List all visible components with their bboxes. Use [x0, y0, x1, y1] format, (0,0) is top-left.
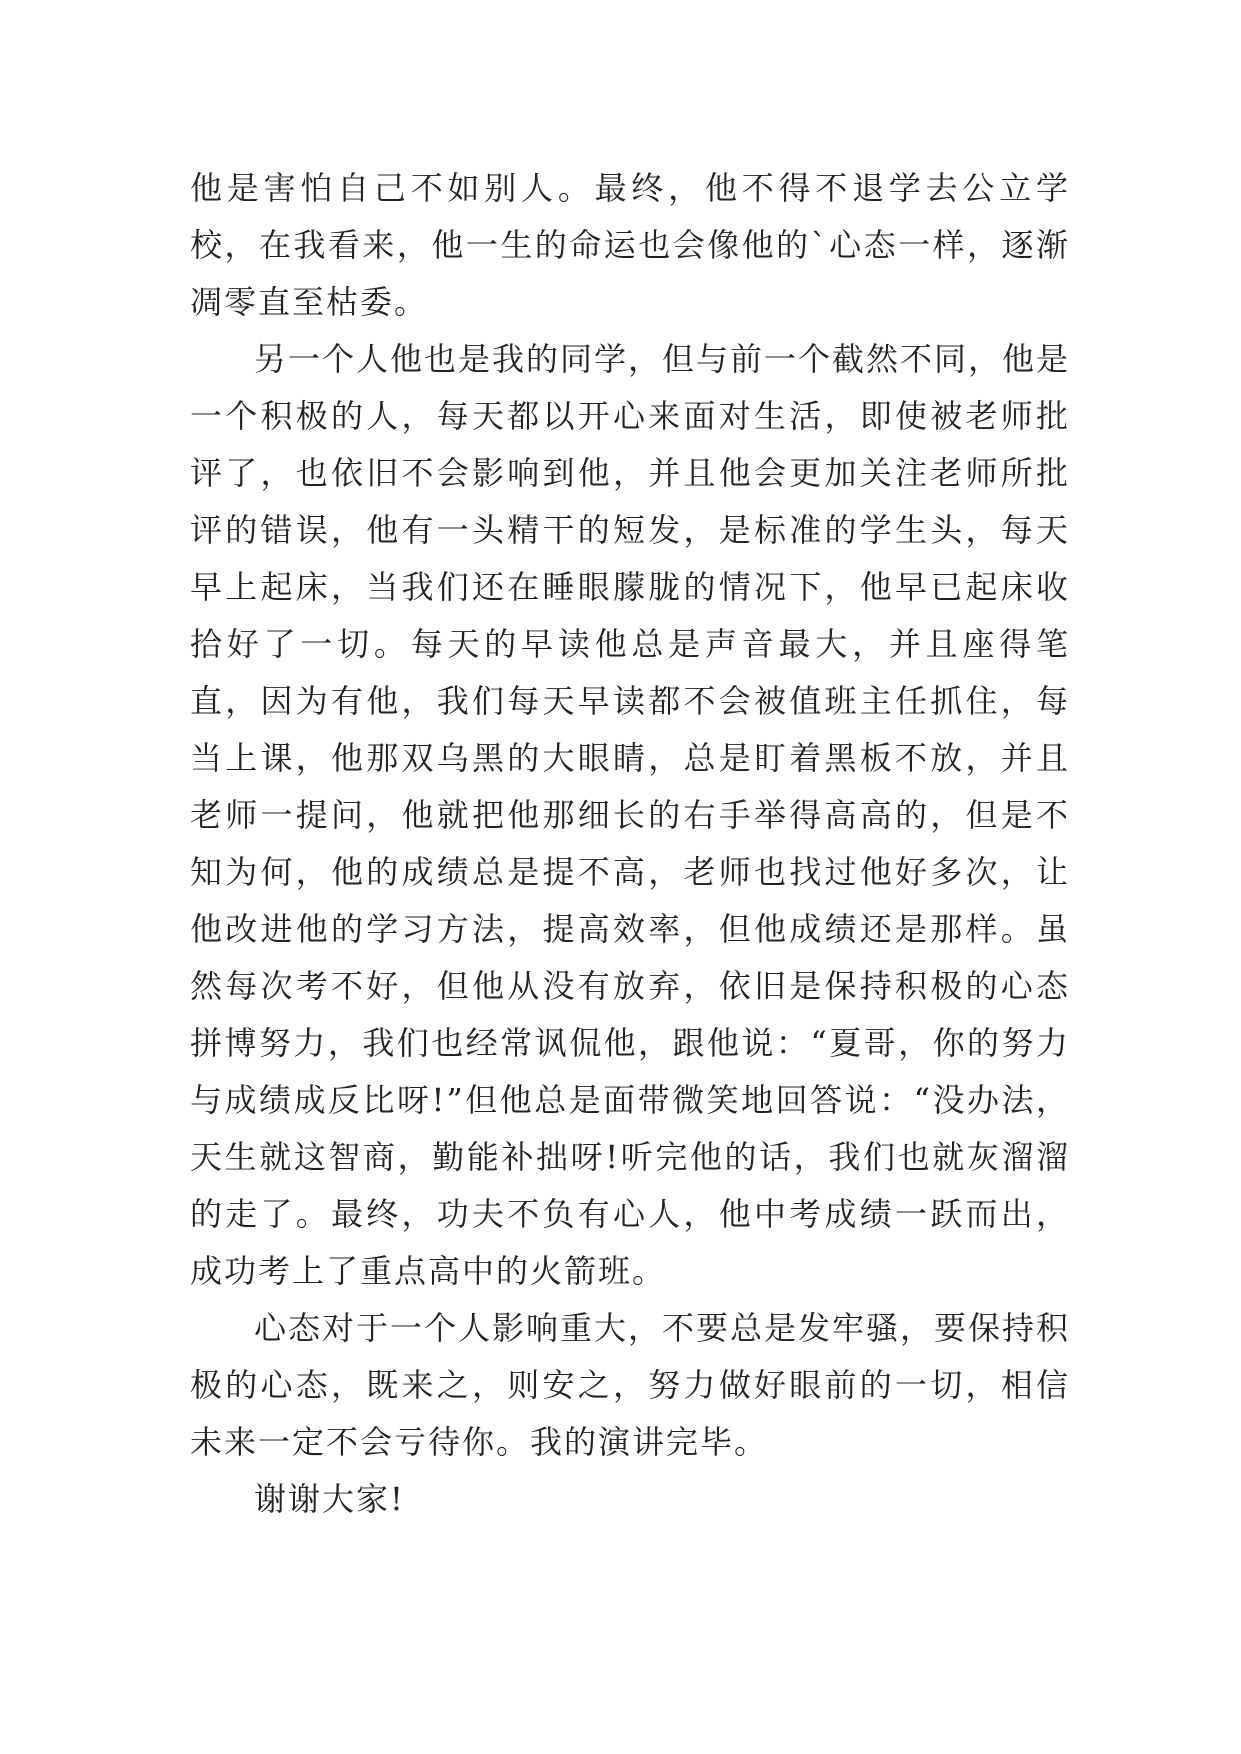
paragraph-1: 他是害怕自己不如别人。最终，他不得不退学去公立学校，在我看来，他一生的命运也会像他的`心态一样，逐渐凋零直至枯委。 [190, 169, 1070, 321]
paragraph-2: 另一个人他也是我的同学，但与前一个截然不同，他是一个积极的人，每天都以开心来面对生活，即使被老师批评了，也依旧不会影响到他，并且他会更加关注老师所批评的错误，他有一头精干的短发，是标准的学生头，每天早上起床，当我们还在睡眼朦胧的情况下，他早已起床收拾好了一切。每天的早读他总是声音最大，并且座得笔直，因为有他，我们每天早读都不会被值班主任抓住，每当上课，他那双乌黑的大眼睛，总是盯着黑板不放，并且老师一提问，他就把他那细长的右手举得高高的，但是不知为何，他的成绩总是提不高，老师也找过他好多次，让他改进他的学习方法，提高效率，但他成绩还是那样。虽然每次考不好，但他从没有放弃，依旧是保持积极的心态拼博努力，我们也经常讽侃他，跟他说：“夏哥，你的努力与成绩成反比呀!”但他总是面带微笑地回答说：“没办法，天生就这智商，勤能补拙呀!听完他的话，我们也就灰溜溜的走了。最终，功夫不负有心人，他中考成绩一跃而出，成功考上了重点高中的火箭班。 [190, 340, 1071, 1290]
paragraph-3: 心态对于一个人影响重大，不要总是发牢骚，要保持积极的心态，既来之，则安之，努力做好眼前的一切，相信未来一定不会亏待你。我的演讲完毕。 [190, 1309, 1071, 1461]
closing-line: 谢谢大家! [254, 1480, 405, 1518]
document-body [190, 160, 1070, 1528]
